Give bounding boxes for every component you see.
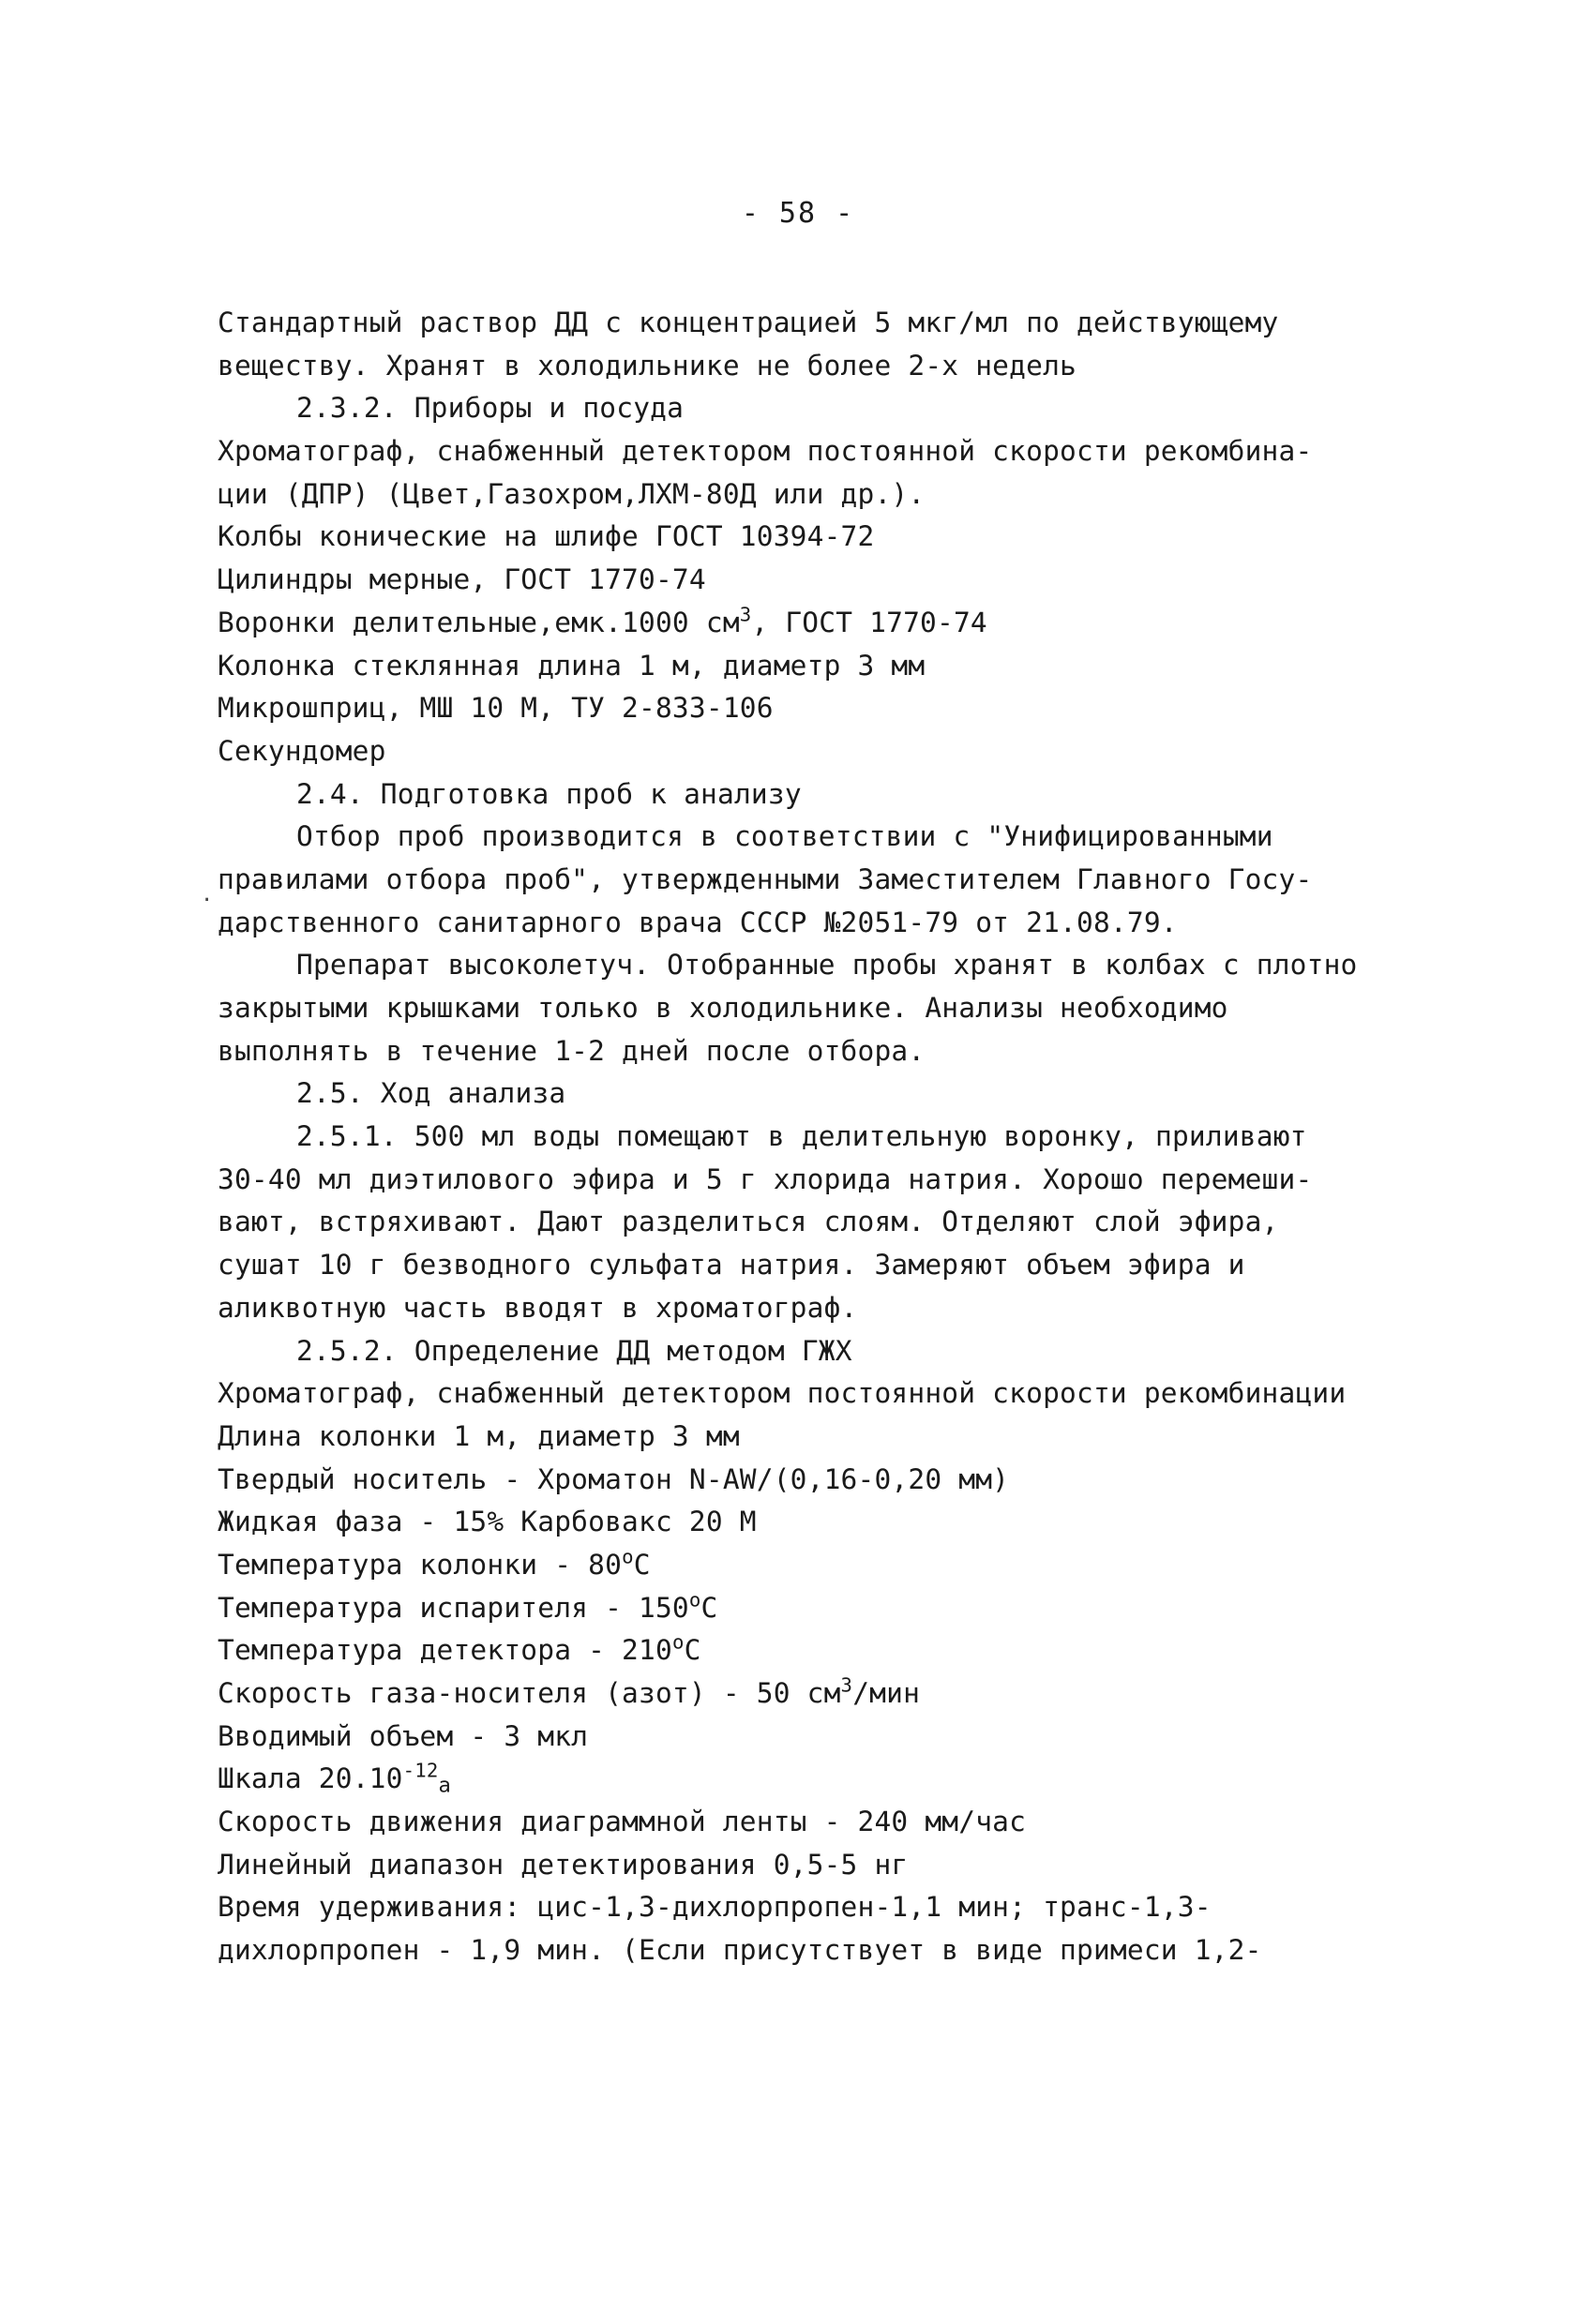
text-segment: Температура испарителя - 150	[218, 1591, 689, 1624]
text-segment: Шкала 20.10	[218, 1762, 403, 1795]
text-segment: Температура колонки - 80	[218, 1548, 623, 1581]
section-heading: 2.3.2. Приборы и посуда	[296, 392, 685, 425]
text-line: Микрошприц, МШ 10 М, ТУ 2-833-106	[218, 692, 774, 725]
text-line: правилами отбора проб", утвержденными Заместителем Главного Госу-	[218, 862, 1313, 895]
text-line	[218, 1587, 1437, 1630]
text-line: Хроматограф, снабженный детектором постоянной скорости рекомбинации	[218, 1377, 1347, 1410]
superscript: -12	[402, 1760, 439, 1783]
text-line: Препарат высоколетуч. Отобранные пробы хранят в колбах с плотно	[296, 949, 1358, 982]
text-line: Жидкая фаза - 15% Карбовакс 20 М	[218, 1506, 757, 1538]
text-line	[218, 1672, 1437, 1716]
text-line: Стандартный раствор ДД с концентрацией 5 мкг/мл по действующему	[218, 307, 1279, 338]
text-segment: Скорость газа-носителя (азот) - 50 см	[218, 1677, 841, 1709]
text-segment: , ГОСТ 1770-74	[751, 606, 987, 638]
text-line: Цилиндры мерные, ГОСТ 1770-74	[218, 563, 706, 596]
text-line: аликвотную часть вводят в хроматограф.	[218, 1291, 858, 1324]
text-line	[218, 602, 1437, 645]
text-line	[218, 1758, 1437, 1801]
text-line: ции (ДПР) (Цвет,Газохром,ЛХМ-80Д или др.).	[218, 477, 926, 510]
text-line: Время удерживания: цис-1,3-дихлорпропен-1,1 мин; транс-1,3-	[218, 1891, 1212, 1924]
margin-mark: ·	[201, 889, 214, 912]
text-line: Колбы конические на шлифе ГОСТ 10394-72	[218, 520, 875, 553]
text-line: Колонка стеклянная длина 1 м, диаметр 3 мм	[218, 649, 926, 682]
superscript: о	[671, 1630, 685, 1654]
text-line: 30-40 мл диэтилового эфира и 5 г хлорида натрия. Хорошо перемеши-	[218, 1162, 1313, 1195]
text-line: дарственного санитарного врача СССР №2051-79 от 21.08.79.	[218, 906, 1178, 938]
text-segment: С	[684, 1634, 701, 1667]
text-line: Твердый носитель - Хроматон N-AW/(0,16-0,20 мм)	[218, 1462, 1010, 1495]
text-line: закрытыми крышками только в холодильнике. Анализы необходимо	[218, 992, 1228, 1024]
text-line	[218, 1544, 1437, 1587]
text-segment: /мин	[852, 1677, 921, 1709]
section-heading: 2.4. Подготовка проб к анализу	[296, 777, 802, 810]
superscript: 3	[739, 603, 752, 626]
section-heading: 2.5.2. Определение ДД методом ГЖХ	[296, 1334, 852, 1367]
text-line: выполнять в течение 1-2 дней после отбора.	[218, 1034, 926, 1067]
text-line: Вводимый объем - 3 мкл	[218, 1719, 589, 1752]
superscript: 3	[840, 1673, 853, 1697]
subscript: а	[438, 1773, 451, 1798]
text-line: Линейный диапазон детектирования 0,5-5 нг	[218, 1848, 909, 1881]
text-segment: Температура детектора - 210	[218, 1634, 672, 1667]
text-segment: С	[700, 1591, 718, 1624]
text-line: дихлорпропен - 1,9 мин. (Если присутствует в виде примеси 1,2-	[218, 1934, 1262, 1967]
text-segment: С	[633, 1548, 651, 1581]
superscript: о	[688, 1588, 701, 1612]
text-line: Длина колонки 1 м, диаметр 3 мм	[218, 1419, 740, 1452]
section-heading: 2.5. Ход анализа	[296, 1077, 566, 1110]
document-body	[218, 302, 1437, 1972]
text-line	[218, 1629, 1437, 1672]
text-line: 2.5.1. 500 мл воды помещают в делительную воронку, приливают	[296, 1120, 1307, 1153]
text-line: Отбор проб производится в соответствии с "Унифицированными	[296, 820, 1273, 853]
text-segment: Воронки делительные,емк.1000 см	[218, 606, 740, 638]
text-line: Хроматограф, снабженный детектором постоянной скорости рекомбина-	[218, 435, 1313, 468]
superscript: о	[622, 1545, 634, 1568]
text-line: Скорость движения диаграммной ленты - 240 мм/час	[218, 1806, 1027, 1838]
text-line: сушат 10 г безводного сульфата натрия. Замеряют объем эфира и	[218, 1249, 1245, 1282]
text-line: Секундомер	[218, 734, 386, 767]
text-line: вают, встряхивают. Дают разделиться слоям. Отделяют слой эфира,	[218, 1206, 1279, 1238]
page-number: - 58 -	[741, 197, 855, 230]
text-line: веществу. Хранят в холодильнике не более 2-х недель	[218, 349, 1077, 382]
